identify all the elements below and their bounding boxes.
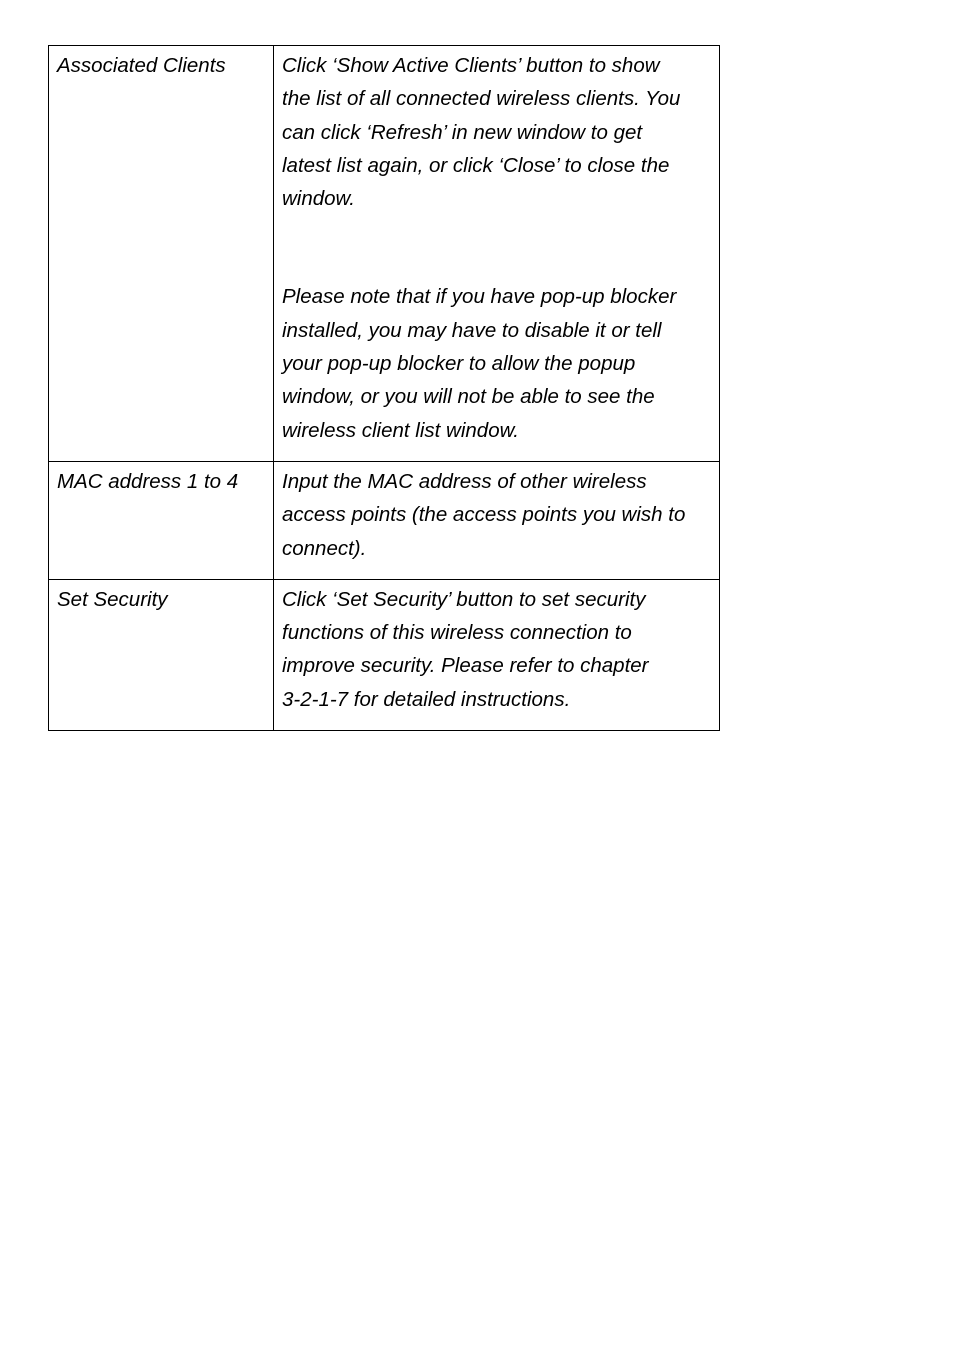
term-cell: Associated Clients <box>49 46 274 462</box>
description-cell <box>274 579 720 730</box>
term-cell: Set Security <box>49 579 274 730</box>
description-paragraph: Click ‘Show Active Clients’ button to show the list of all connected wireless clients. You can click ‘Refresh’ in new window to get latest list again, or click ‘Close’ to close the window. <box>282 54 681 211</box>
table-row <box>49 46 720 462</box>
description-cell <box>274 461 720 579</box>
description-paragraph: Input the MAC address of other wireless access points (the access points you wish to connect). <box>282 469 686 560</box>
description-paragraph: Click ‘Set Security’ button to set security functions of this wireless connection to improve security. Please refer to chapter 3-2-1-7 for detailed instructions. <box>282 587 649 711</box>
settings-description-table <box>48 45 720 731</box>
table-row <box>49 579 720 730</box>
paragraph-spacer <box>282 215 711 280</box>
description-cell <box>274 46 720 462</box>
table-row <box>49 461 720 579</box>
term-cell: MAC address 1 to 4 <box>49 461 274 579</box>
description-paragraph: Please note that if you have pop-up blocker installed, you may have to disable it or tell your pop-up blocker to allow the popup window, or you will not be able to see the wireless client list window. <box>282 285 677 442</box>
